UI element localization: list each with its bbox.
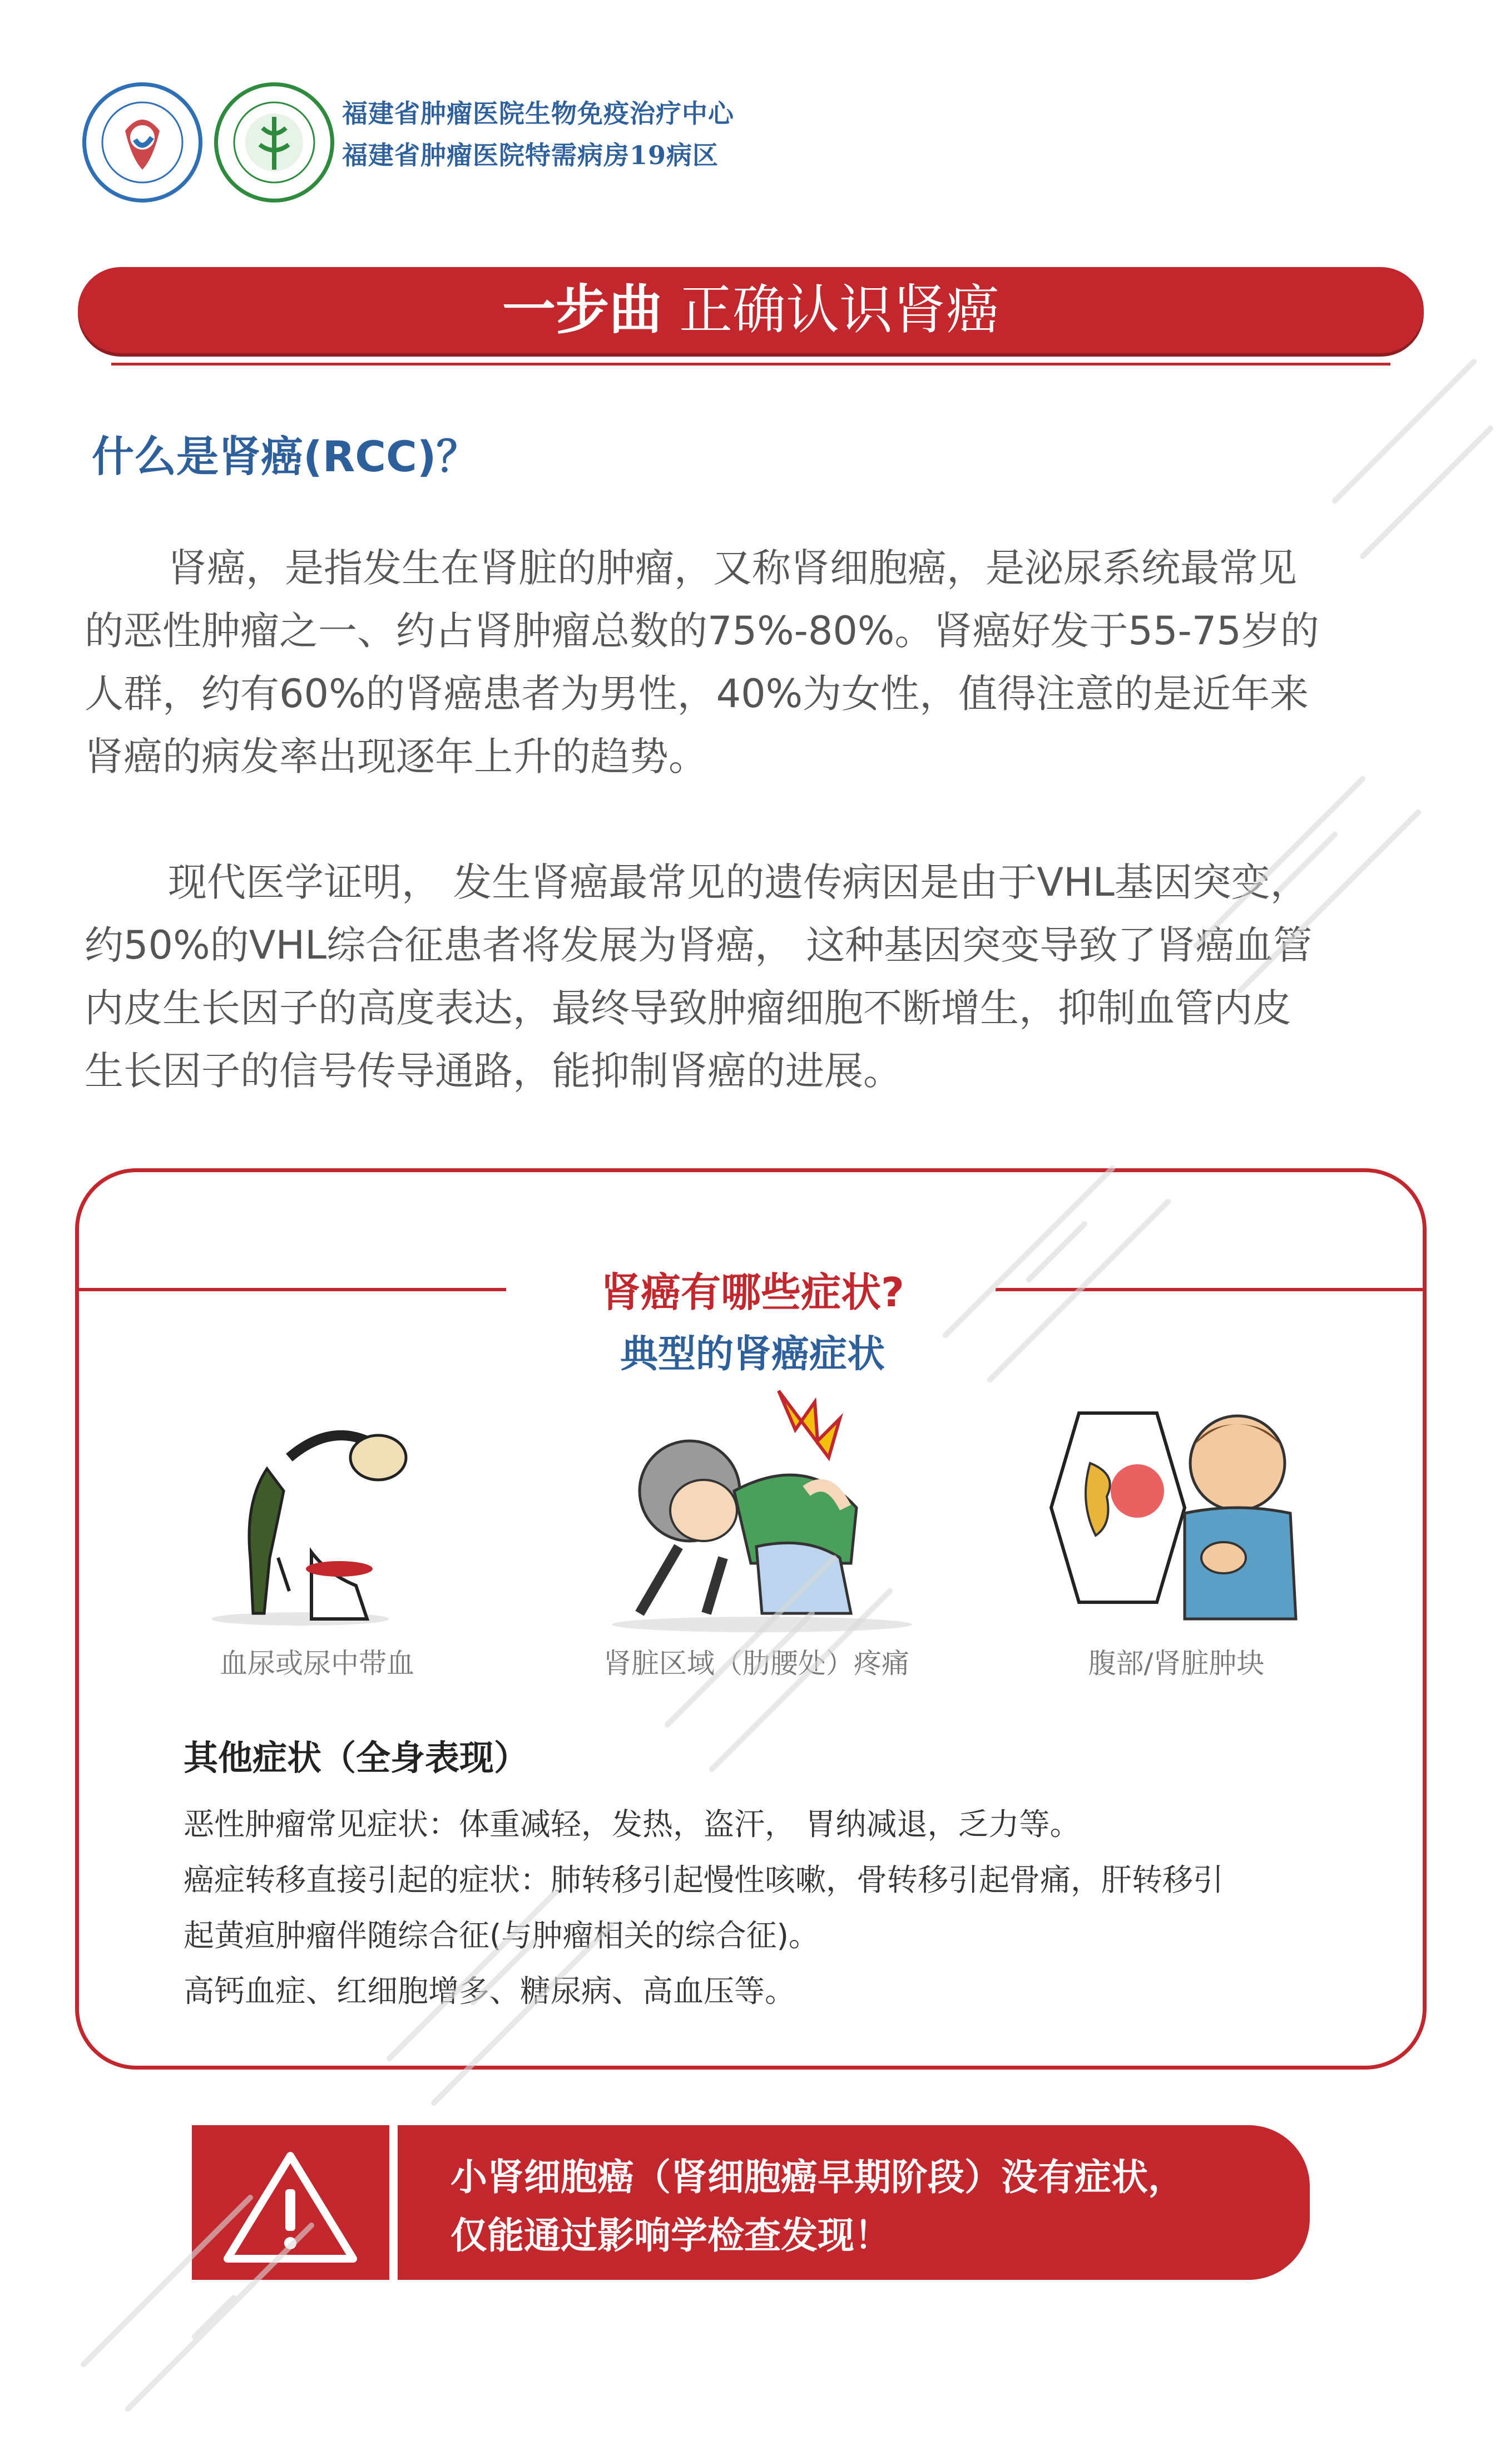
- title-banner: [78, 267, 1424, 353]
- warning-icon-box: [192, 2125, 389, 2280]
- intro-paragraph-2: [85, 851, 1430, 1103]
- symptom-caption-abdominal-mass: 腹部/肾脏肿块: [1088, 1647, 1265, 1680]
- para1-line: 肾癌的病发率出现逐年上升的趋势。: [85, 734, 707, 779]
- other-symptom-line: 恶性肿瘤常见症状：体重减轻，发热，盗汗， 胃纳减退，乏力等。: [184, 1806, 1081, 1842]
- other-symptom-line: 癌症转移直接引起的症状：肺转移引起慢性咳嗽，骨转移引起骨痛，肝转移引: [184, 1862, 1224, 1898]
- cancer-hospital-logo: [82, 82, 202, 203]
- other-symptoms-title: 其他症状（全身表现）: [184, 1737, 529, 1778]
- anticancer-association-logo: [214, 82, 334, 203]
- warning-line2: 仅能通过影响学检查发现！: [450, 2214, 891, 2257]
- symptom-caption-hematuria: 血尿或尿中带血: [220, 1647, 414, 1680]
- banner-title: 正确认识肾癌: [679, 279, 999, 341]
- org-name-line2: 福建省肿瘤医院特需病房19病区: [342, 140, 719, 170]
- org-name-line1: 福建省肿瘤医院生物免疫治疗中心: [342, 98, 734, 129]
- warning-line1: 小肾细胞癌（肾细胞癌早期阶段）没有症状，: [450, 2156, 1185, 2199]
- banner-prefix: 一步曲: [502, 279, 662, 341]
- symptoms-subtitle: 典型的肾癌症状: [620, 1332, 885, 1376]
- para2-line: 生长因子的信号传导通路，能抑制肾癌的进展。: [85, 1048, 902, 1094]
- section-question: 什么是肾癌(RCC)？: [92, 432, 479, 481]
- back-pain-woman-icon: [595, 1380, 918, 1636]
- para2-line: 内皮生长因子的高度表达，最终导致肿瘤细胞不断增生，抑制血管内皮: [85, 985, 1291, 1031]
- urination-man-icon: [200, 1391, 434, 1636]
- para1-line: 肾癌，是指发生在肾脏的肿瘤，又称肾细胞癌，是泌尿系统最常见: [168, 545, 1297, 591]
- intro-paragraph-1: [85, 537, 1430, 788]
- banner-underline: [111, 363, 1390, 366]
- para1-line: 的恶性肿瘤之一、约占肾肿瘤总数的75%-80%。肾癌好发于55-75岁的: [85, 608, 1319, 654]
- para1-line: 人群，约有60%的肾癌患者为男性，40%为女性，值得注意的是近年来: [85, 671, 1309, 717]
- association-emblem-icon: [218, 86, 330, 199]
- abdominal-mass-boy-icon: [1046, 1391, 1307, 1630]
- warning-triangle-icon: [192, 2125, 389, 2280]
- hospital-emblem-icon: [86, 86, 199, 199]
- other-symptom-line: 高钙血症、红细胞增多、糖尿病、高血压等。: [184, 1973, 796, 2009]
- symptom-caption-flank-pain: 肾脏区域（肋腰处）疼痛: [603, 1647, 909, 1680]
- para2-line: 约50%的VHL综合征患者将发展为肾癌， 这种基因突变导致了肾癌血管: [85, 922, 1313, 968]
- symptoms-title: 肾癌有哪些症状?: [601, 1269, 904, 1316]
- other-symptom-line: 起黄疸肿瘤伴随综合征(与肿瘤相关的综合征)。: [184, 1918, 819, 1953]
- para2-line: 现代医学证明， 发生肾癌最常见的遗传病因是由于VHL基因突变，: [168, 860, 1309, 905]
